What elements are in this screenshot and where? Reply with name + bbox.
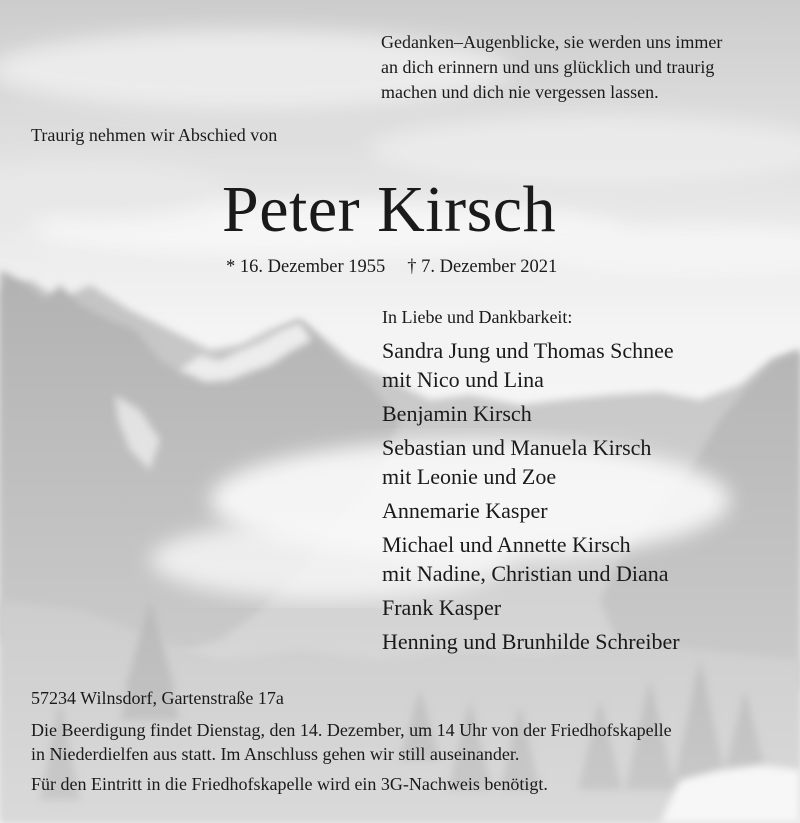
quote-line: Gedanken–Augenblicke, sie werden uns immer — [381, 32, 723, 52]
mourner-line: Benjamin Kirsch — [382, 401, 532, 426]
mourners-heading: In Liebe und Dankbarkeit: — [382, 307, 573, 327]
mourner-line: Annemarie Kasper — [382, 498, 548, 523]
mourner-line: Henning und Brunhilde Schreiber — [382, 629, 680, 654]
intro-text: Traurig nehmen wir Abschied von — [31, 125, 278, 145]
funeral-info-line: in Niederdielfen aus statt. Im Anschluss gehen wir still auseinander. — [31, 744, 520, 764]
mourner-entry — [382, 433, 680, 491]
mourner-entry — [382, 496, 680, 525]
mourner-line: Sandra Jung und Thomas Schnee — [382, 338, 674, 363]
mourner-line: Sebastian und Manuela Kirsch — [382, 435, 652, 460]
family-address: 57234 Wilnsdorf, Gartenstraße 17a — [31, 688, 284, 708]
mourner-entry — [382, 530, 680, 588]
mourner-line: mit Leonie und Zoe — [382, 464, 557, 489]
mourners-list — [382, 336, 680, 661]
memorial-quote — [381, 30, 781, 105]
mourner-line: Michael und Annette Kirsch — [382, 532, 631, 557]
footer-info — [31, 686, 791, 796]
mourner-line: mit Nico und Lina — [382, 367, 544, 392]
mourner-entry — [382, 336, 680, 394]
deceased-name: Peter Kirsch — [222, 173, 557, 246]
mourner-entry — [382, 593, 680, 622]
mourner-line: Frank Kasper — [382, 595, 502, 620]
life-dates — [226, 257, 557, 278]
birth-date: * 16. Dezember 1955 — [226, 257, 386, 277]
mourner-entry — [382, 627, 680, 656]
mourner-entry — [382, 399, 680, 428]
quote-line: machen und dich nie vergessen lassen. — [381, 82, 659, 102]
quote-line: an dich erinnern und uns glücklich und traurig — [381, 57, 715, 77]
funeral-info-line: Die Beerdigung findet Dienstag, den 14. Dezember, um 14 Uhr von der Friedhofskapelle — [31, 719, 672, 740]
death-date: † 7. Dezember 2021 — [407, 257, 558, 277]
entry-requirement-note: Für den Eintritt in die Friedhofskapelle wird ein 3G-Nachweis benötigt. — [31, 773, 548, 794]
mourner-line: mit Nadine, Christian und Diana — [382, 561, 669, 586]
